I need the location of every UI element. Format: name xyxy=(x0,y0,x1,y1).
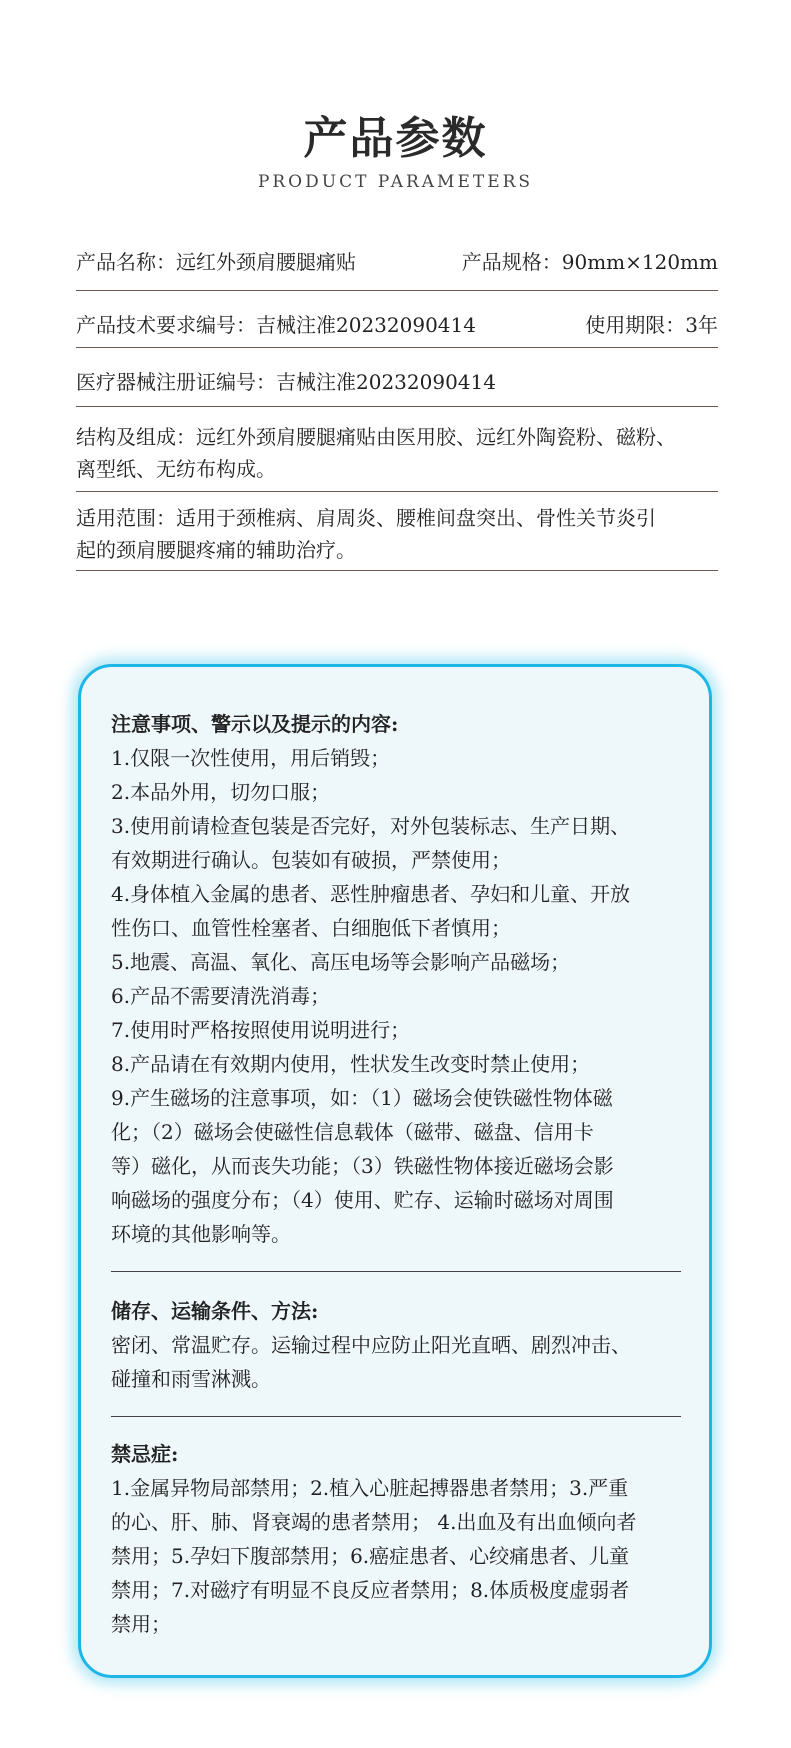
notice-line: 等）磁化，从而丧失功能；（3）铁磁性物体接近磁场会影 xyxy=(111,1154,614,1178)
param-scope-line-2: 起的颈肩腰腿疼痛的辅助治疗。 xyxy=(76,538,356,562)
contraindication-line: 的心、肝、肺、肾衰竭的患者禁用； 4.出血及有出血倾向者 xyxy=(111,1510,637,1534)
notice-card xyxy=(78,664,712,1678)
storage-line: 密闭、常温贮存。运输过程中应防止阳光直晒、剧烈冲击、 xyxy=(111,1333,631,1357)
notice-line: 6.产品不需要清洗消毒； xyxy=(111,984,331,1008)
section-divider xyxy=(111,1271,681,1272)
notice-line: 4.身体植入金属的患者、恶性肿瘤患者、孕妇和儿童、开放 xyxy=(111,882,631,906)
notice-heading: 注意事项、警示以及提示的内容: xyxy=(111,712,399,736)
notice-line: 5.地震、高温、氧化、高压电场等会影响产品磁场； xyxy=(111,950,571,974)
param-product-spec: 产品规格：90mm×120mm xyxy=(461,250,718,274)
contraindication-line: 禁用； xyxy=(111,1612,171,1636)
page-subtitle: PRODUCT PARAMETERS xyxy=(257,172,534,192)
contraindications-heading: 禁忌症: xyxy=(111,1442,179,1466)
storage-heading: 储存、运输条件、方法: xyxy=(111,1299,319,1323)
param-row-registration xyxy=(76,348,718,407)
notice-line: 响磁场的强度分布；（4）使用、贮存、运输时磁场对周围 xyxy=(111,1188,614,1212)
section-divider xyxy=(111,1416,681,1417)
param-product-name: 产品名称：远红外颈肩腰腿痛贴 xyxy=(76,250,356,274)
notice-line: 化；（2）磁场会使磁性信息载体（磁带、磁盘、信用卡 xyxy=(111,1120,594,1144)
notice-line: 9.产生磁场的注意事项，如：（1）磁场会使铁磁性物体磁 xyxy=(111,1086,613,1110)
notice-line: 2.本品外用，切勿口服； xyxy=(111,780,331,804)
page-title: 产品参数 xyxy=(303,113,488,164)
notice-line: 3.使用前请检查包装是否完好，对外包装标志、生产日期、 xyxy=(111,814,631,838)
notice-card-content xyxy=(111,707,681,1641)
param-registration-number: 医疗器械注册证编号：吉械注准20232090414 xyxy=(76,370,496,394)
notice-line: 1.仅限一次性使用，用后销毁； xyxy=(111,746,391,770)
param-row-tech-validity xyxy=(76,291,718,348)
notice-line: 有效期进行确认。包装如有破损，严禁使用； xyxy=(111,848,511,872)
param-composition-line-1: 结构及组成：远红外颈肩腰腿痛贴由医用胶、远红外陶瓷粉、磁粉、 xyxy=(76,425,676,449)
product-parameters-table xyxy=(76,246,718,571)
contraindication-line: 禁用；5.孕妇下腹部禁用；6.癌症患者、心绞痛患者、儿童 xyxy=(111,1544,630,1568)
param-validity: 使用期限：3年 xyxy=(585,313,718,337)
param-tech-requirement: 产品技术要求编号：吉械注准20232090414 xyxy=(76,313,476,337)
notice-list xyxy=(111,741,681,1251)
notice-line: 7.使用时严格按照使用说明进行； xyxy=(111,1018,411,1042)
param-row-scope xyxy=(76,492,718,571)
param-row-composition xyxy=(76,407,718,492)
param-scope-line-1: 适用范围：适用于颈椎病、肩周炎、腰椎间盘突出、骨性关节炎引 xyxy=(76,506,656,530)
notice-line: 8.产品请在有效期内使用，性状发生改变时禁止使用； xyxy=(111,1052,591,1076)
storage-text xyxy=(111,1328,681,1396)
contraindications-text xyxy=(111,1471,681,1641)
storage-line: 碰撞和雨雪淋溅。 xyxy=(111,1367,271,1391)
contraindication-line: 1.金属异物局部禁用；2.植入心脏起搏器患者禁用；3.严重 xyxy=(111,1476,629,1500)
param-composition-line-2: 离型纸、无纺布构成。 xyxy=(76,457,276,481)
param-row-name-spec xyxy=(76,246,718,291)
notice-line: 环境的其他影响等。 xyxy=(111,1222,291,1246)
notice-line: 性伤口、血管性栓塞者、白细胞低下者慎用； xyxy=(111,916,511,940)
contraindication-line: 禁用；7.对磁疗有明显不良反应者禁用；8.体质极度虚弱者 xyxy=(111,1578,630,1602)
